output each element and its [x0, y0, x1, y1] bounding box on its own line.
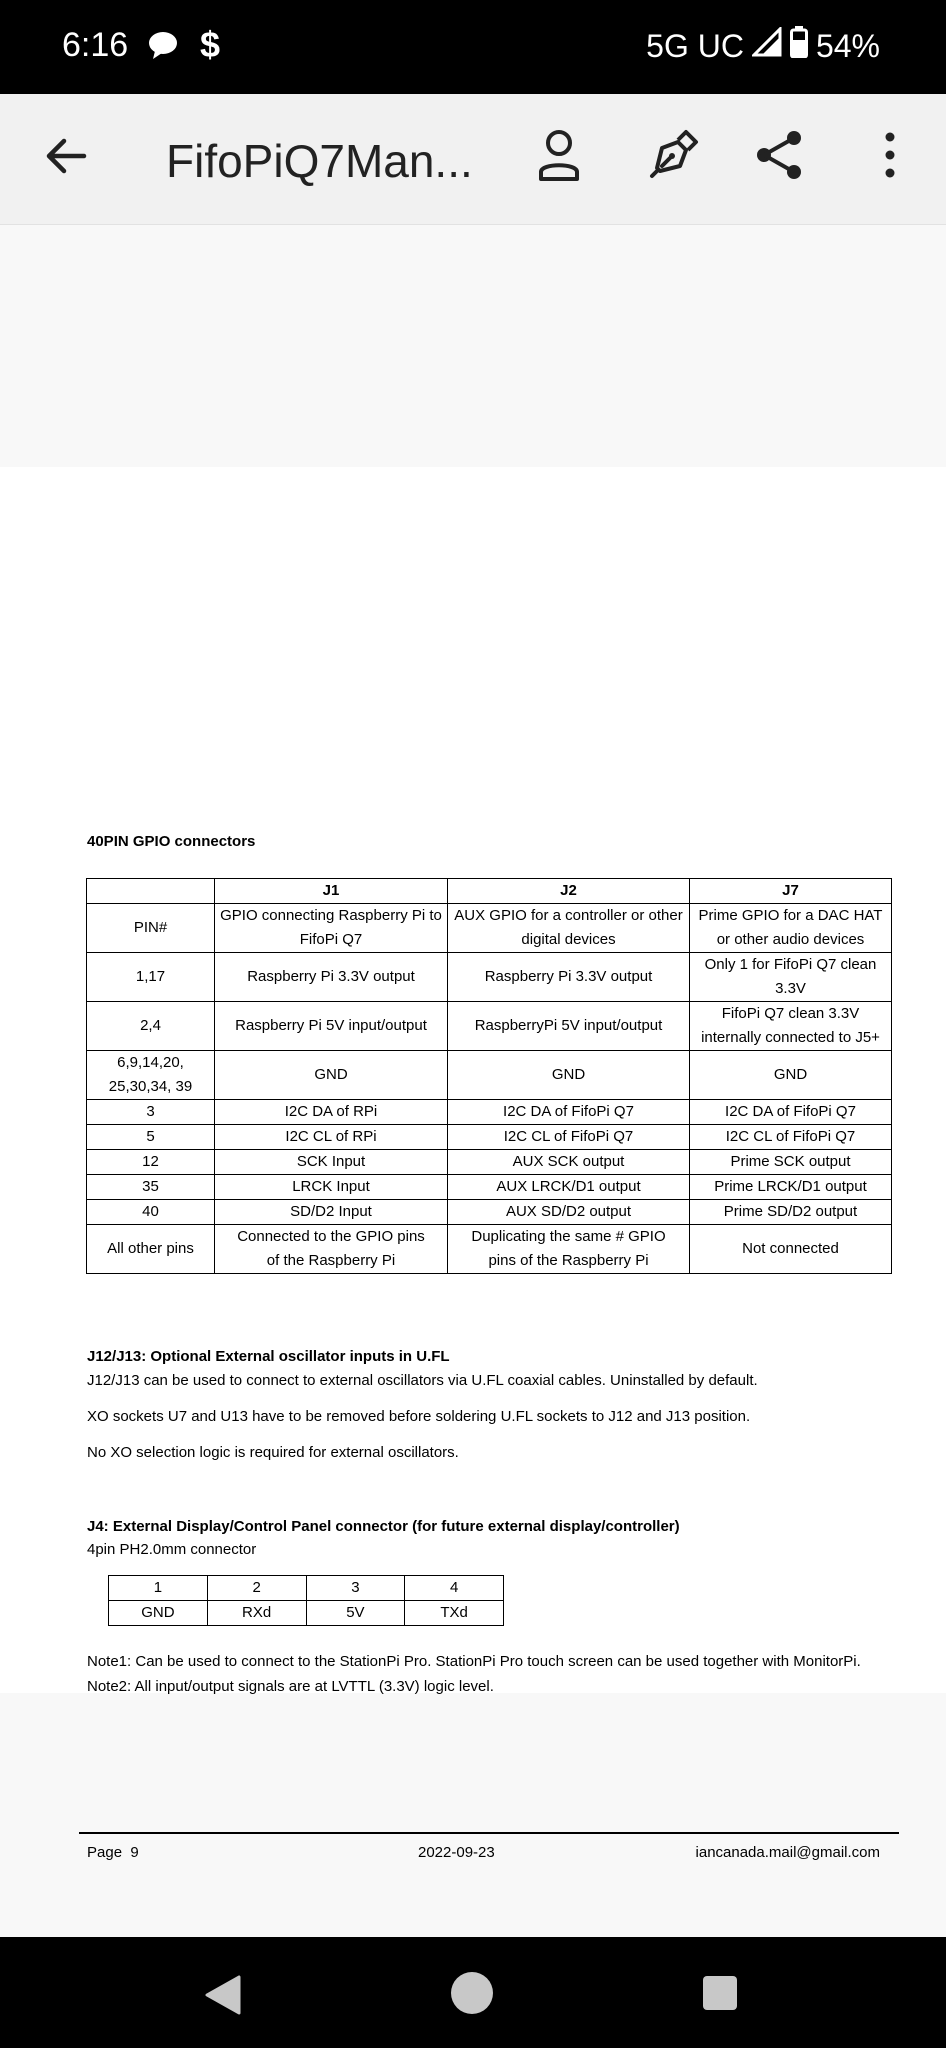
j12-section-title: J12/J13: Optional External oscillator inputs in U.FL — [87, 1348, 450, 1365]
table-cell: AUX SD/D2 output — [448, 1200, 690, 1225]
table-cell: Prime LRCK/D1 output — [690, 1175, 892, 1200]
battery-icon — [790, 26, 808, 66]
share-icon[interactable] — [748, 124, 810, 186]
table-cell: SCK Input — [215, 1150, 448, 1175]
table-cell: I2C DA of RPi — [215, 1100, 448, 1125]
app-bar — [0, 94, 946, 225]
j12-description-1: J12/J13 can be used to connect to external oscillators via U.FL coaxial cables. Uninstalled by default. — [87, 1372, 758, 1389]
table-cell: 3 — [306, 1576, 405, 1601]
table-row — [87, 1225, 892, 1274]
table-cell: RXd — [207, 1601, 306, 1626]
table-cell: 5V — [306, 1601, 405, 1626]
table-cell: GPIO connecting Raspberry Pi to FifoPi Q7 — [215, 904, 448, 953]
account-icon[interactable] — [528, 124, 590, 186]
table-row — [87, 1200, 892, 1225]
document-viewer[interactable] — [0, 225, 946, 1937]
table-cell: RaspberryPi 5V input/output — [448, 1002, 690, 1051]
table-cell: Only 1 for FifoPi Q7 clean 3.3V — [690, 953, 892, 1002]
table-row — [87, 1002, 892, 1051]
nav-recents-icon[interactable] — [702, 1975, 738, 2016]
table-cell: Duplicating the same # GPIO pins of the Raspberry Pi — [448, 1225, 690, 1274]
table-cell: Prime SCK output — [690, 1150, 892, 1175]
table-cell: GND — [690, 1051, 892, 1100]
table-cell: AUX LRCK/D1 output — [448, 1175, 690, 1200]
battery-level: 54% — [815, 27, 880, 64]
more-options-icon[interactable] — [860, 124, 922, 186]
table-cell: SD/D2 Input — [215, 1200, 448, 1225]
note-2: Note2: All input/output signals are at LVTTL (3.3V) logic level. — [87, 1678, 494, 1695]
j4-pin-table — [108, 1575, 504, 1626]
system-nav-bar — [0, 1937, 946, 2048]
table-cell: I2C CL of FifoPi Q7 — [448, 1125, 690, 1150]
table-cell: AUX GPIO for a controller or other digital devices — [448, 904, 690, 953]
table-cell: I2C DA of FifoPi Q7 — [448, 1100, 690, 1125]
footer-divider — [79, 1832, 899, 1834]
table-row — [87, 1051, 892, 1100]
note-1: Note1: Can be used to connect to the StationPi Pro. StationPi Pro touch screen can be used together with MonitorPi. — [87, 1653, 861, 1670]
table-cell: 12 — [87, 1150, 215, 1175]
header-cell: J7 — [690, 879, 892, 904]
table-cell: 5 — [87, 1125, 215, 1150]
footer-date: 2022-09-23 — [418, 1844, 495, 1861]
back-arrow-icon[interactable] — [40, 130, 92, 182]
table-cell: I2C CL of FifoPi Q7 — [690, 1125, 892, 1150]
table-cell: Raspberry Pi 3.3V output — [448, 953, 690, 1002]
table-cell: GND — [448, 1051, 690, 1100]
table-cell: Not connected — [690, 1225, 892, 1274]
j4-subtitle: 4pin PH2.0mm connector — [87, 1541, 257, 1558]
table-row — [109, 1576, 504, 1601]
table-cell: GND — [215, 1051, 448, 1100]
dollar-notification-icon: $ — [200, 24, 221, 65]
table-row — [87, 1175, 892, 1200]
table-cell: Raspberry Pi 5V input/output — [215, 1002, 448, 1051]
table-row — [87, 1150, 892, 1175]
table-cell: 40 — [87, 1200, 215, 1225]
table-cell: Raspberry Pi 3.3V output — [215, 953, 448, 1002]
table-cell: 1,17 — [87, 953, 215, 1002]
j12-description-3: No XO selection logic is required for external oscillators. — [87, 1444, 459, 1461]
status-bar — [0, 0, 946, 94]
table-cell: All other pins — [87, 1225, 215, 1274]
table-cell: Prime SD/D2 output — [690, 1200, 892, 1225]
table-cell: 2,4 — [87, 1002, 215, 1051]
table-cell: I2C CL of RPi — [215, 1125, 448, 1150]
table-row — [87, 953, 892, 1002]
footer-page-number: Page 9 — [87, 1844, 139, 1861]
table-row — [87, 1100, 892, 1125]
signal-icon — [752, 27, 782, 65]
table-cell: PIN# — [87, 904, 215, 953]
table-cell: 3 — [87, 1100, 215, 1125]
document-title: FifoPiQ7Man... — [166, 135, 473, 187]
nav-home-icon[interactable] — [450, 1971, 494, 2020]
gpio-section-title: 40PIN GPIO connectors — [87, 833, 256, 850]
header-cell: J2 — [448, 879, 690, 904]
pdf-page — [0, 467, 946, 1861]
status-right — [646, 26, 880, 66]
table-cell: LRCK Input — [215, 1175, 448, 1200]
header-cell: J1 — [215, 879, 448, 904]
table-row — [87, 1125, 892, 1150]
table-row — [87, 904, 892, 953]
table-cell: 1 — [109, 1576, 208, 1601]
table-cell: 2 — [207, 1576, 306, 1601]
annotate-pen-icon[interactable] — [640, 124, 702, 186]
table-cell: AUX SCK output — [448, 1150, 690, 1175]
gpio-table — [86, 878, 892, 1274]
table-header-row — [87, 879, 892, 904]
nav-back-icon[interactable] — [205, 1975, 243, 2020]
network-label: 5G UC — [646, 27, 744, 64]
footer-email: iancanada.mail@gmail.com — [695, 1844, 880, 1861]
table-cell: FifoPi Q7 clean 3.3V internally connected to J5+ — [690, 1002, 892, 1051]
table-cell: 4 — [405, 1576, 504, 1601]
table-cell: Prime GPIO for a DAC HAT or other audio devices — [690, 904, 892, 953]
j4-section-title: J4: External Display/Control Panel connector (for future external display/controller) — [87, 1518, 680, 1535]
table-cell: 35 — [87, 1175, 215, 1200]
table-cell: 6,9,14,20, 25,30,34, 39 — [87, 1051, 215, 1100]
table-cell: GND — [109, 1601, 208, 1626]
table-cell: Connected to the GPIO pins of the Raspberry Pi — [215, 1225, 448, 1274]
j12-description-2: XO sockets U7 and U13 have to be removed before soldering U.FL sockets to J12 and J13 position. — [87, 1408, 751, 1425]
header-cell — [87, 879, 215, 904]
table-cell: TXd — [405, 1601, 504, 1626]
chat-notification-icon — [146, 28, 180, 67]
table-row — [109, 1601, 504, 1626]
status-time: 6:16 — [62, 26, 129, 64]
table-cell: I2C DA of FifoPi Q7 — [690, 1100, 892, 1125]
